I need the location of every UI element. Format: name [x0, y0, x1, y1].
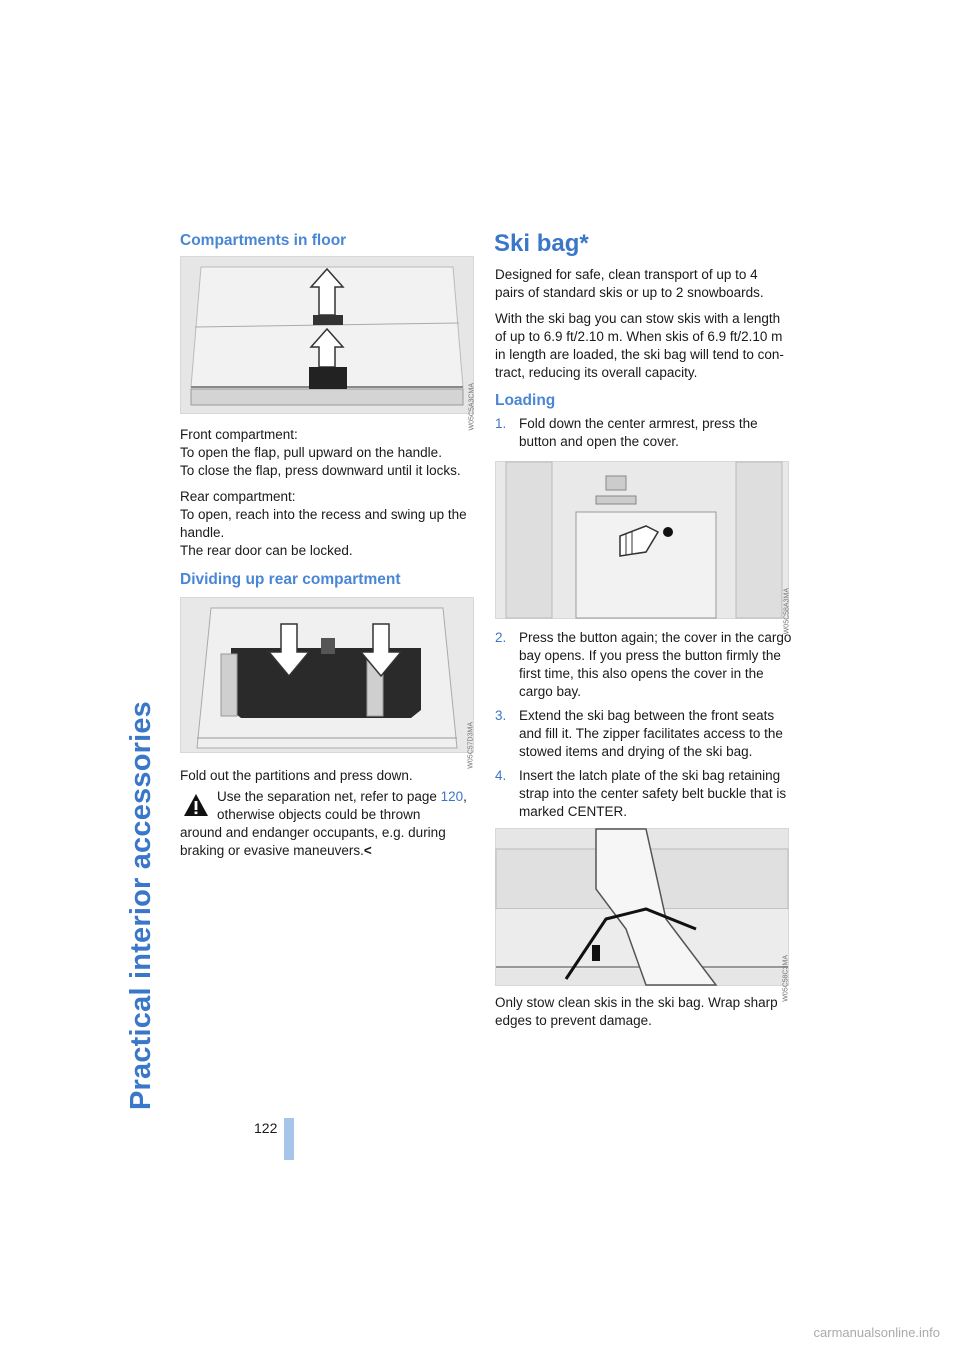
intro-paragraph-2: With the ski bag you can stow skis with a length of up to 6.9 ft/2.10 m. When skis of 6.9 ft/2.10 m in length are loaded, the ski bag will tend to con-tract, reducing its overall capacity.	[495, 311, 784, 380]
step-number: 2.	[495, 630, 507, 645]
step-text: Extend the ski bag between the front seats and fill it. The zipper facilitates access to the stowed items and drying of the ski bag.	[519, 708, 783, 759]
front-open-text: To open the flap, pull upward on the handle.	[180, 445, 442, 460]
ski-bag-heading: Ski bag*	[494, 230, 589, 257]
image-code: W05C5A3CMA	[468, 383, 475, 431]
side-chapter-title	[125, 230, 158, 1110]
step-text: Insert the latch plate of the ski bag retaining strap into the center safety belt buckle that is marked CENTER.	[519, 768, 787, 819]
closing-block	[495, 994, 790, 1038]
step-item	[495, 707, 795, 761]
warning-line2: otherwise objects could be thrown	[217, 807, 421, 822]
rear-compartment-label: Rear compartment:	[180, 489, 296, 504]
floor-compartment-image	[180, 256, 475, 431]
rear-open-text: To open, reach into the recess and swing up the handle.	[180, 507, 467, 540]
warning-comma: ,	[463, 789, 467, 804]
front-compartment-label: Front compartment:	[180, 427, 298, 442]
compartments-heading: Compartments in floor	[180, 232, 347, 249]
image-code: W05C58C3MA	[783, 955, 790, 1002]
chapter-title-text: Practical interior accessories	[125, 700, 157, 1110]
page-number: 122	[254, 1120, 278, 1136]
ski-bag-intro	[495, 266, 790, 390]
rear-compartment-image	[180, 597, 475, 769]
warning-pre: Use the separation net, refer to page	[217, 789, 441, 804]
step-text: Fold down the center armrest, press the button and open the cover.	[519, 416, 758, 449]
fold-text: Fold out the partitions and press down.	[180, 768, 413, 783]
page-marker-bar	[284, 1118, 294, 1160]
armrest-image	[495, 461, 790, 635]
front-close-text: To close the flap, press downward until it locks.	[180, 463, 461, 478]
step-item	[495, 415, 790, 451]
warning-line4: braking or evasive maneuvers.	[180, 843, 364, 858]
loading-heading: Loading	[495, 392, 556, 409]
steps-2-4-block	[495, 629, 795, 827]
step-number: 3.	[495, 708, 507, 723]
closing-text: Only stow clean skis in the ski bag. Wrap sharp edges to prevent damage.	[495, 995, 778, 1028]
rear-lock-text: The rear door can be locked.	[180, 543, 353, 558]
step-item	[495, 629, 795, 701]
intro-paragraph-1: Designed for safe, clean transport of up to 4 pairs of standard skis or up to 2 snowboards.	[495, 267, 764, 300]
end-mark: <	[363, 843, 372, 858]
ski-bag-strap-image	[495, 828, 790, 1002]
image-code: W05C58A3MA	[783, 588, 790, 635]
warning-text	[180, 788, 480, 860]
image-code: W05C57D3MA	[468, 722, 475, 769]
footer-watermark: carmanualsonline.info	[813, 1325, 940, 1340]
floor-compartment-text	[180, 426, 475, 568]
step-item	[495, 767, 795, 821]
dividing-heading: Dividing up rear compartment	[180, 571, 401, 588]
step-number: 4.	[495, 768, 507, 783]
page-120-link[interactable]: 120	[440, 789, 464, 804]
step-number: 1.	[495, 416, 507, 431]
warning-line3: around and endanger occupants, e.g. during	[180, 825, 446, 840]
step-1-block	[495, 415, 790, 457]
step-text: Press the button again; the cover in the cargo bay opens. If you press the button firmly the first time, this also opens the cover in the cargo bay.	[519, 630, 792, 699]
